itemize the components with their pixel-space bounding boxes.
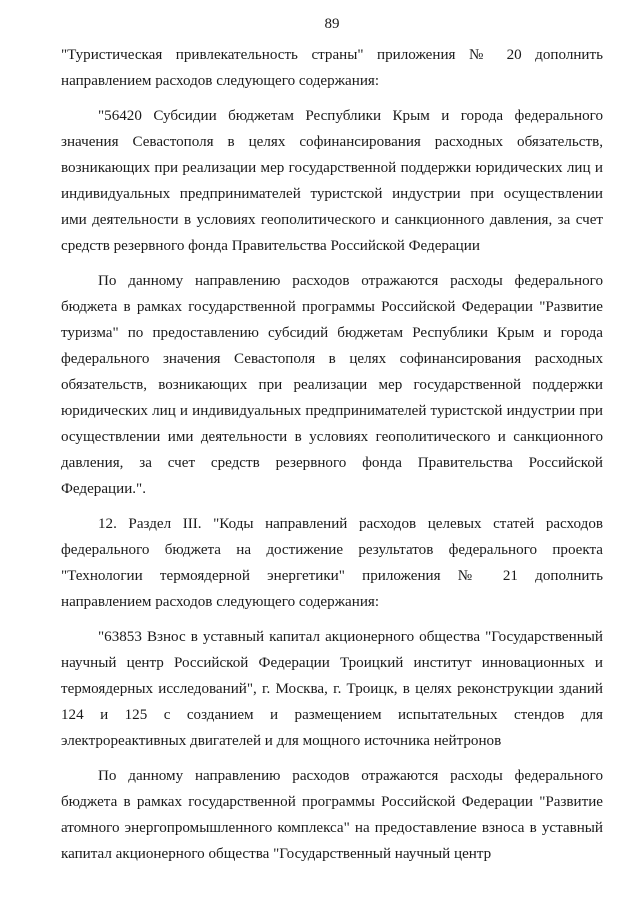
paragraph-code-63853: "63853 Взнос в уставный капитал акционерного общества "Государственный научный центр Российской Федерации Троицкий институт инновационных и термоядерных исследований", г. Москва, г. Троицк, в целях реконструкции зданий 124 и 125 с созданием и размещением испытательных стендов для электрореактивных двигателей и для мощного источника нейтронов — [61, 629, 603, 749]
paragraph-56420-description: По данному направлению расходов отражаются расходы федерального бюджета в рамках государственной программы Российской Федерации "Развитие туризма" по предоставлению субсидий бюджетам Республики Крым и города федерального значения Севастополя в целях софинансирования расходных обязательств, возникающих при реализации мер государственной поддержки юридических лиц и индивидуальных предпринимателей туристской индустрии при осуществлении ими деятельности в условиях геополитического и санкционного давления, за счет средств резервного фонда Правительства Российской Федерации.". — [61, 273, 603, 497]
paragraph-section-12: 12. Раздел III. "Коды направлений расходов целевых статей расходов федерального бюджета на достижение результатов федерального проекта "Технологии термоядерной энергетики" приложения № 21 дополнить направлением расходов следующего содержания: — [61, 516, 603, 610]
paragraph-code-56420: "56420 Субсидии бюджетам Республики Крым и города федерального значения Севастополя в целях софинансирования расходных обязательств, возникающих при реализации мер государственной поддержки юридических лиц и индивидуальных предпринимателей туристской индустрии при осуществлении ими деятельности в условиях геополитического и санкционного давления, за счет средств резервного фонда Правительства Российской Федерации — [61, 108, 603, 254]
paragraph-63853-description: По данному направлению расходов отражаются расходы федерального бюджета в рамках государственной программы Российской Федерации "Развитие атомного энергопромышленного комплекса" на предоставление взноса в уставный капитал акционерного общества "Государственный научный центр — [61, 768, 603, 862]
page-number: 89 — [324, 16, 340, 32]
paragraph-intro: "Туристическая привлекательность страны" приложения № 20 дополнить направлением расходов следующего содержания: — [61, 47, 603, 89]
